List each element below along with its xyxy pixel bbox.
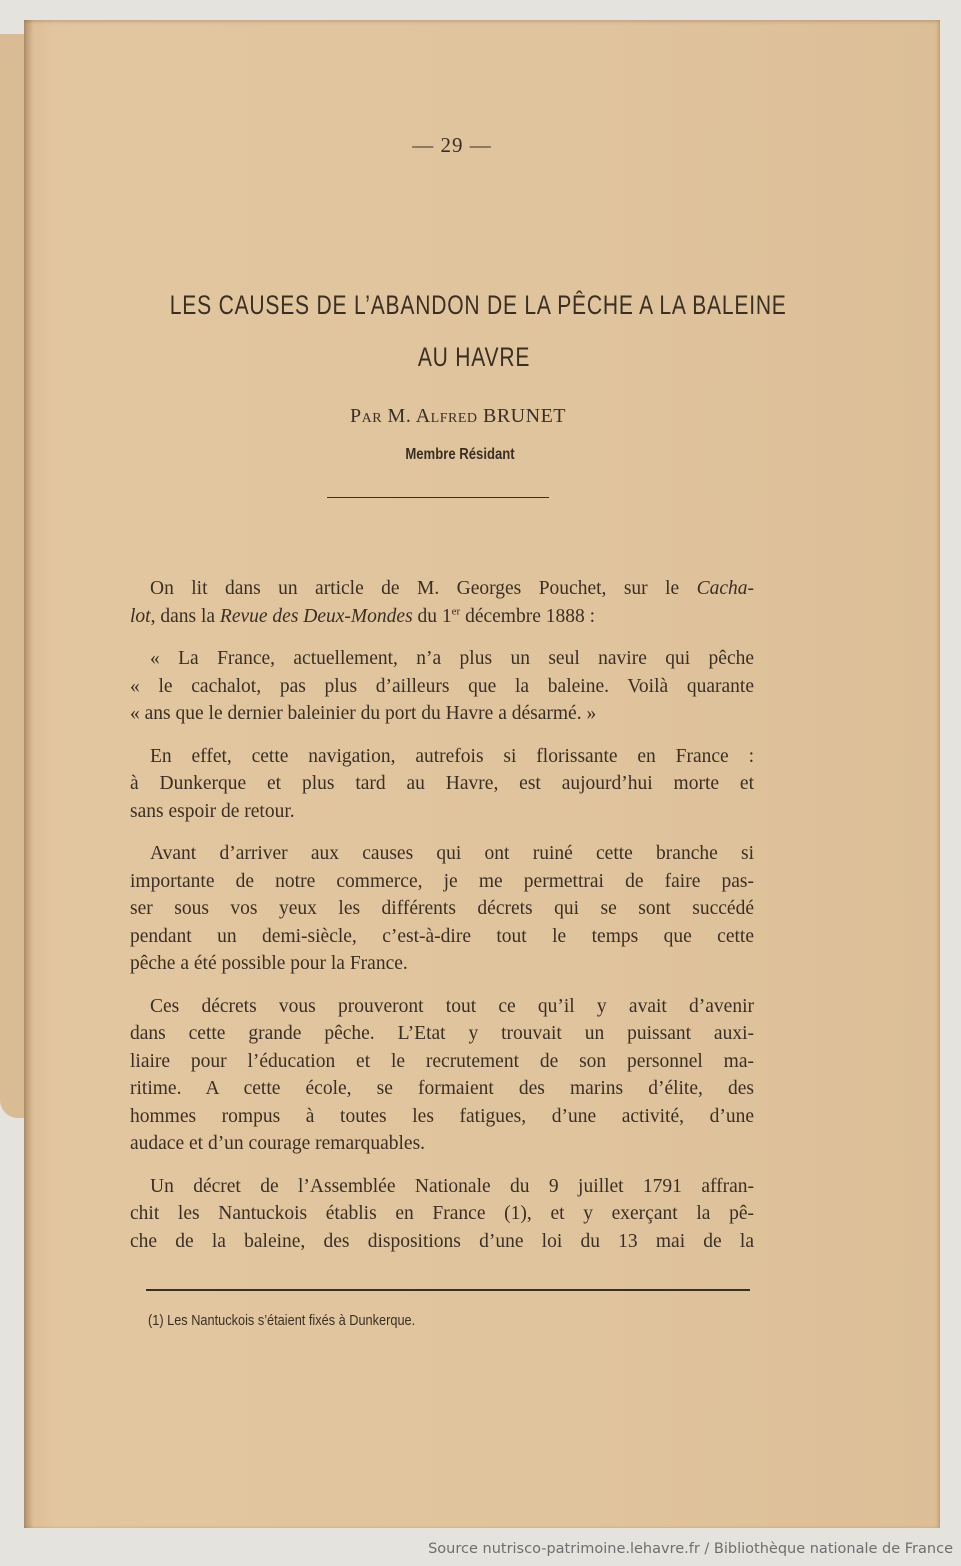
italic-run: lot xyxy=(130,605,151,627)
paragraph-line: Un décret de l’Assemblée Nationale du 9 juillet 1791 affran- xyxy=(150,1175,754,1197)
article-title-line-2: AU HAVRE xyxy=(417,342,531,372)
paragraph-line: « La France, actuellement, n’a plus un seul navire qui pêche xyxy=(150,648,754,669)
page-number: — 29 — xyxy=(412,133,492,157)
article-title-line-1: LES CAUSES DE L’ABANDON DE LA PÊCHE A LA BALEINE xyxy=(169,290,787,320)
paragraph-line: importante de notre commerce, je me permettrai de faire pas- xyxy=(130,870,754,892)
paragraph-line: audace et d’un courage remarquables. xyxy=(130,1133,426,1154)
paragraph-line: chit les Nantuckois établis en France (1), et y exerçant la pê- xyxy=(130,1203,754,1224)
paragraph-line: pêche a été possible pour la France. xyxy=(130,953,408,974)
paragraph-1 xyxy=(130,575,754,630)
text-run: décembre 1888 : xyxy=(460,605,596,627)
source-credit: Source nutrisco-patrimoine.lehavre.fr / Bibliothèque nationale de France xyxy=(428,1541,953,1557)
paragraph-line xyxy=(130,575,754,603)
italic-run: Revue des Deux-Mondes xyxy=(219,605,413,627)
paragraph-4 xyxy=(130,840,754,978)
paragraph-line: Avant d’arriver aux causes qui ont ruiné cette branche si xyxy=(150,843,754,864)
text-run: , dans la xyxy=(150,605,220,627)
paragraph-line: pendant un demi-siècle, c’est-à-dire tout le temps que cette xyxy=(130,925,754,947)
text-run: On lit dans un article de M. Georges Pouchet, sur le xyxy=(150,578,697,599)
paragraph-line xyxy=(130,603,754,631)
superscript: er xyxy=(451,605,461,617)
paragraph-line: En effet, cette navigation, autrefois si florissante en France : xyxy=(150,745,754,767)
paragraph-line: ritime. A cette école, se formaient des marins d’élite, des xyxy=(130,1078,754,1099)
paragraph-line: sans espoir de retour. xyxy=(130,800,295,822)
paragraph-line: hommes rompus à toutes les fatigues, d’une activité, d’une xyxy=(130,1105,754,1127)
italic-run: Cacha- xyxy=(696,578,754,599)
paragraph-line: dans cette grande pêche. L’Etat y trouvait un puissant auxi- xyxy=(130,1023,754,1044)
author-role: Membre Résidant xyxy=(405,446,515,463)
paragraph-3 xyxy=(130,743,754,826)
paragraph-6 xyxy=(130,1173,754,1256)
paragraph-line: à Dunkerque et plus tard au Havre, est aujourd’hui morte et xyxy=(130,773,754,794)
paragraph-line: « ans que le dernier baleinier du port du Havre a désarmé. » xyxy=(130,703,597,724)
footnote: (1) Les Nantuckois s’étaient fixés à Dunkerque. xyxy=(148,1312,416,1329)
scanned-page xyxy=(24,20,940,1528)
paragraph-line: liaire pour l’éducation et le recrutement de son personnel ma- xyxy=(130,1050,754,1072)
paragraph-line: « le cachalot, pas plus d’ailleurs que la baleine. Voilà quarante xyxy=(130,675,754,697)
paragraph-line: Ces décrets vous prouveront tout ce qu’il y avait d’avenir xyxy=(150,995,754,1017)
text-run: du 1 xyxy=(412,605,452,627)
paragraph-line: ser sous vos yeux les différents décrets qui se sont succédé xyxy=(130,898,754,919)
quotation-paragraph xyxy=(130,645,754,728)
author-byline: Par M. Alfred BRUNET xyxy=(349,405,567,427)
title-separator-rule xyxy=(327,497,549,498)
footnote-separator-rule xyxy=(146,1289,750,1291)
paragraph-5 xyxy=(130,993,754,1158)
article-body xyxy=(130,575,754,1270)
paragraph-line: che de la baleine, des dispositions d’une loi du 13 mai de la xyxy=(130,1230,754,1252)
